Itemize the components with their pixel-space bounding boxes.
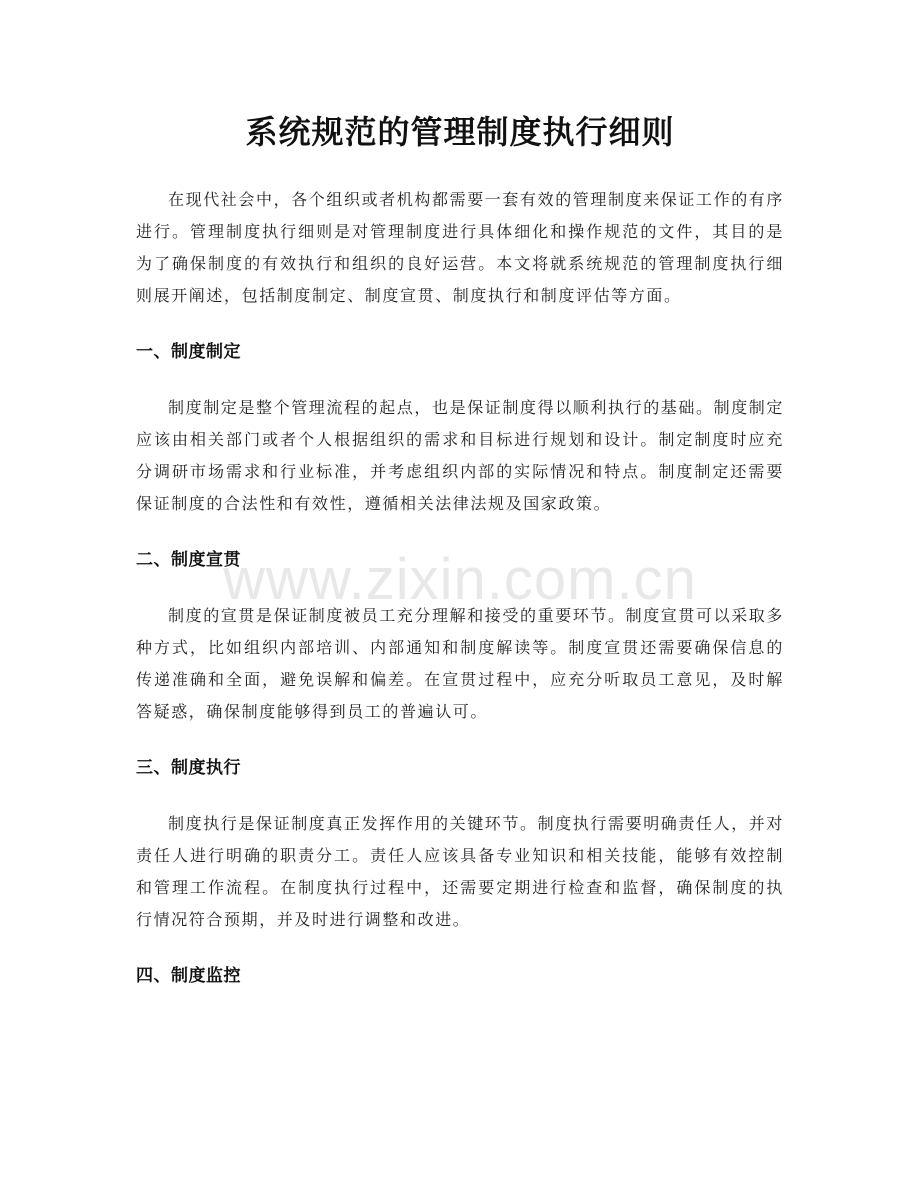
section-body-1: 制度制定是整个管理流程的起点，也是保证制度得以顺利执行的基础。制度制定应该由相关部门或者个人根据组织的需求和目标进行规划和设计。制定制度时应充分调研市场需求和行业标准，并考虑组织内部的实际情况和特点。制度制定还需要保证制度的合法性和有效性，遵循相关法律法规及国家政策。 — [136, 398, 785, 513]
document-body — [136, 184, 784, 992]
section-heading-3: 三、制度执行 — [136, 758, 241, 778]
document-title: 系统规范的管理制度执行细则 — [245, 113, 675, 151]
section-body-2: 制度的宣贯是保证制度被员工充分理解和接受的重要环节。制度宣贯可以采取多种方式，比如组织内部培训、内部通知和制度解读等。制度宣贯还需要确保信息的传递准确和全面，避免误解和偏差。在宣贯过程中，应充分听取员工意见，及时解答疑惑，确保制度能够得到员工的普遍认可。 — [136, 606, 785, 721]
section-heading-4: 四、制度监控 — [136, 966, 241, 986]
section-body-3: 制度执行是保证制度真正发挥作用的关键环节。制度执行需要明确责任人，并对责任人进行明确的职责分工。责任人应该具备专业知识和相关技能，能够有效控制和管理工作流程。在制度执行过程中，还需要定期进行检查和监督，确保制度的执行情况符合预期，并及时进行调整和改进。 — [136, 814, 785, 929]
intro-paragraph: 在现代社会中，各个组织或者机构都需要一套有效的管理制度来保证工作的有序进行。管理制度执行细则是对管理制度进行具体细化和操作规范的文件，其目的是为了确保制度的有效执行和组织的良好运营。本文将就系统规范的管理制度执行细则展开阐述，包括制度制定、制度宣贯、制度执行和制度评估等方面。 — [136, 190, 785, 305]
section-heading-2: 二、制度宣贯 — [136, 550, 241, 570]
watermark: www.zixin.com.cn — [223, 547, 697, 612]
section-heading-1: 一、制度制定 — [136, 342, 241, 362]
